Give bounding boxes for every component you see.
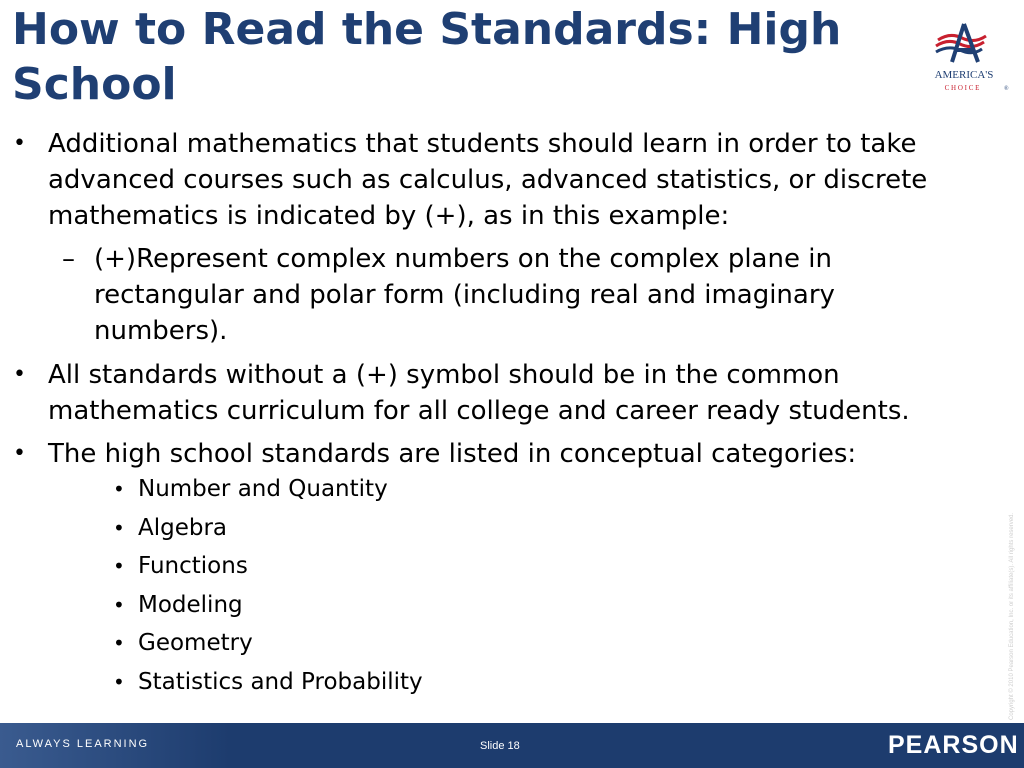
bullet-text: Additional mathematics that students should learn in order to take advanced courses such as calculus, advanced statistics, or discrete mathematics is indicated by (+), as in this example: bbox=[48, 129, 928, 231]
flag-a-icon bbox=[936, 24, 986, 62]
bullet-text: The high school standards are listed in conceptual categories: bbox=[48, 439, 857, 469]
copyright-notice: Copyright © 2010 Pearson Education, Inc. or its affiliate(s). All rights reserved. bbox=[1009, 512, 1015, 720]
bullet-additional-math bbox=[0, 126, 986, 234]
bullet-text: (+)Represent complex numbers on the complex plane in rectangular and polar form (including real and imaginary numbers). bbox=[94, 244, 835, 346]
category-item: • Statistics and Probability bbox=[113, 668, 423, 695]
bullet-conceptual-categories bbox=[0, 436, 986, 472]
category-item: • Modeling bbox=[113, 591, 243, 618]
bullet-common-curriculum bbox=[0, 357, 986, 429]
category-item: • Algebra bbox=[113, 514, 228, 541]
logo-line1: AMERICA'S bbox=[934, 69, 994, 81]
category-item: • Functions bbox=[113, 553, 248, 579]
logo-registered: ® bbox=[1004, 86, 1009, 92]
bullet-text: All standards without a (+) symbol should be in the common mathematics curriculum for all college and career ready students. bbox=[48, 360, 910, 426]
category-item: • Geometry bbox=[113, 630, 253, 656]
slide-number: Slide 18 bbox=[480, 740, 520, 752]
logo-line2: C H O I C E bbox=[944, 84, 980, 92]
sub-bullet-example bbox=[0, 241, 950, 349]
bullet-dot: • bbox=[13, 131, 26, 156]
bullet-dot: • bbox=[13, 362, 26, 387]
bullet-dot: • bbox=[13, 441, 26, 466]
pearson-logo: PEARSON bbox=[888, 731, 1019, 759]
slide-body bbox=[0, 126, 1010, 705]
category-item: • Number and Quantity bbox=[113, 476, 388, 502]
americas-choice-logo bbox=[916, 18, 1012, 94]
footer-bar bbox=[0, 723, 1024, 768]
always-learning-label: ALWAYS LEARNING bbox=[16, 738, 150, 750]
slide-title: How to Read the Standards: High School bbox=[12, 4, 842, 110]
bullet-dash: – bbox=[62, 244, 75, 274]
